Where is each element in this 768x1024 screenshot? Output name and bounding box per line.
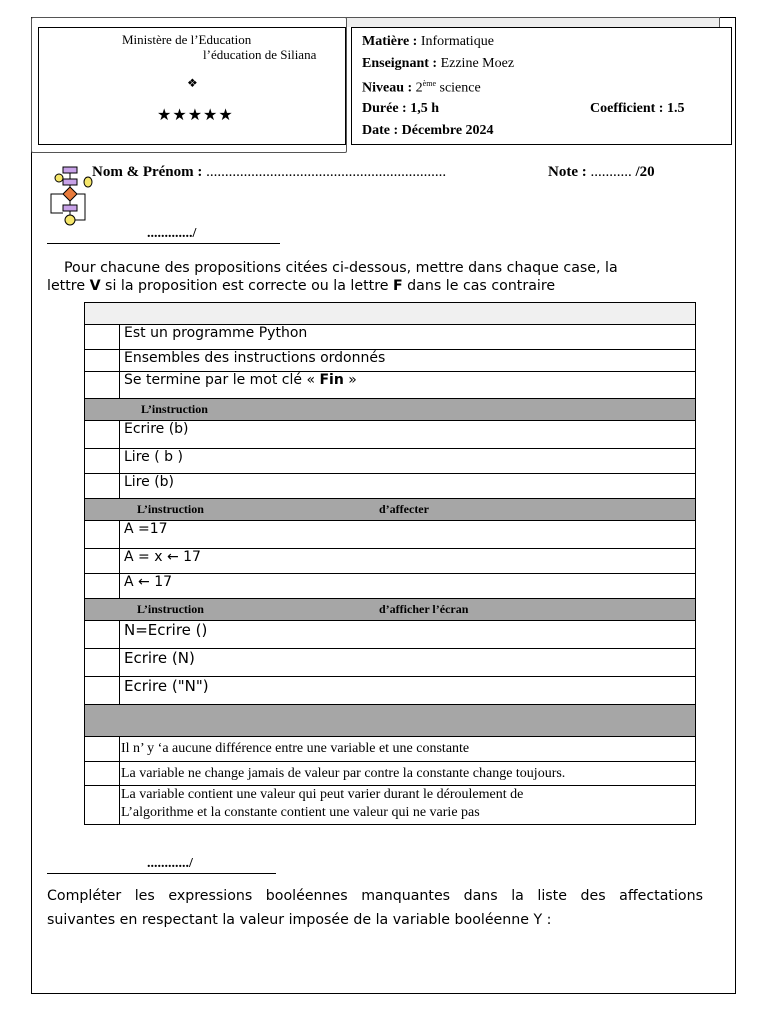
exercise1-instruction-line2 xyxy=(47,277,692,295)
table-row xyxy=(85,649,696,677)
exercise2-instruction-line1: Compléter les expressions booléennes manquantes dans la liste des affectations xyxy=(47,888,703,904)
proposition: N=Ecrire () xyxy=(120,621,696,649)
niveau-rest: science xyxy=(439,80,481,96)
exercise1-instruction-line1: Pour chacune des propositions citées ci-dessous, mettre dans chaque case, la xyxy=(64,260,618,276)
proposition xyxy=(120,786,696,825)
vf-table xyxy=(84,302,696,825)
section4-label-a: L’instruction xyxy=(137,602,204,616)
instr-part3: dans le cas contraire xyxy=(402,278,556,294)
duree-label: Durée : xyxy=(362,101,407,116)
exercise2-instruction xyxy=(47,884,703,932)
section2-label: L’instruction xyxy=(141,402,208,416)
section3-label-b: d’affecter xyxy=(379,502,429,516)
row3-keyword: Fin xyxy=(319,372,344,388)
enseignant-label: Enseignant : xyxy=(362,56,438,71)
row5-3-line1: La variable contient une valeur qui peut varier durant le déroulement de xyxy=(121,787,524,802)
exercise2-heading xyxy=(147,856,193,872)
instr-v: V xyxy=(89,278,101,294)
proposition: Ecrire ("N") xyxy=(120,677,696,705)
row3-part1: Se termine par le mot clé « xyxy=(124,372,320,388)
proposition: A =17 xyxy=(120,521,696,549)
section-header-3 xyxy=(85,499,696,521)
proposition: Lire ( b ) xyxy=(120,449,696,474)
proposition xyxy=(120,372,696,399)
table-row xyxy=(85,372,696,399)
instr-f: F xyxy=(392,278,403,294)
section-header-2 xyxy=(85,399,696,421)
ministry-line2: l’éducation de Siliana xyxy=(203,47,317,62)
ministry-line1: Ministère de l’Education xyxy=(122,32,252,47)
matiere-label: Matière : xyxy=(362,34,418,49)
section4-label-b: d’afficher l’écran xyxy=(379,602,469,616)
student-name-line xyxy=(92,164,446,181)
answer-box[interactable] xyxy=(85,474,120,499)
name-dots: ................................................................ xyxy=(206,164,447,180)
answer-box[interactable] xyxy=(85,649,120,677)
niveau-sup: ème xyxy=(422,79,436,88)
exercise1-instruction xyxy=(47,259,692,295)
exercise2-heading-slash: / xyxy=(189,856,193,871)
table-row xyxy=(85,449,696,474)
row3-part3: » xyxy=(343,372,357,388)
section-header-5 xyxy=(85,705,696,737)
answer-box[interactable] xyxy=(85,350,120,372)
matiere-line xyxy=(362,34,494,50)
answer-box[interactable] xyxy=(85,737,120,762)
answer-box[interactable] xyxy=(85,549,120,574)
flowchart-icon xyxy=(47,165,95,227)
answer-box[interactable] xyxy=(85,677,120,705)
note-total: /20 xyxy=(635,164,655,180)
enseignant-value: Ezzine Moez xyxy=(440,56,515,71)
note-line xyxy=(548,164,655,181)
table-row xyxy=(85,521,696,549)
duree-value: 1,5 h xyxy=(410,101,439,116)
enseignant-line xyxy=(362,56,514,72)
answer-box[interactable] xyxy=(85,521,120,549)
niveau-label: Niveau : xyxy=(362,80,413,96)
table-row xyxy=(85,574,696,599)
row5-3-line2: L’algorithme et la constante contient une valeur qui ne varie pas xyxy=(121,805,480,820)
answer-box[interactable] xyxy=(85,762,120,786)
matiere-value: Informatique xyxy=(420,34,494,49)
exercise1-heading xyxy=(147,226,196,242)
answer-box[interactable] xyxy=(85,372,120,399)
exercise1-heading-dots: ............. xyxy=(147,226,193,241)
exercise2-underline xyxy=(47,873,276,874)
proposition: Lire (b) xyxy=(120,474,696,499)
date-value: Décembre 2024 xyxy=(401,123,494,138)
note-dots: ........... xyxy=(590,164,632,180)
niveau-line xyxy=(362,79,481,97)
proposition: Ecrire (b) xyxy=(120,421,696,449)
section-header-4 xyxy=(85,599,696,621)
date-line xyxy=(362,123,494,139)
exercise2-instruction-line2: suivantes en respectant la valeur imposée de la variable booléenne Y : xyxy=(47,912,552,928)
proposition: A = x ← 17 xyxy=(120,549,696,574)
table-row xyxy=(85,421,696,449)
instr-part1: lettre xyxy=(47,278,90,294)
instr-part2: si la proposition est correcte ou la lettre xyxy=(100,278,393,294)
table-row xyxy=(85,786,696,825)
niveau-num: 2 xyxy=(415,80,423,96)
coef-value: 1.5 xyxy=(666,101,685,116)
coef-label: Coefficient : xyxy=(590,101,664,116)
section3-label-a: L’instruction xyxy=(137,502,204,516)
table-row xyxy=(85,677,696,705)
proposition: Ecrire (N) xyxy=(120,649,696,677)
section-header-1 xyxy=(85,303,696,325)
proposition: A ← 17 xyxy=(120,574,696,599)
exercise2-heading-dots: ............ xyxy=(147,856,189,871)
exercise1-underline xyxy=(47,243,280,244)
note-label: Note : xyxy=(548,164,587,180)
proposition: Est un programme Python xyxy=(120,325,696,350)
coef-line xyxy=(590,101,684,117)
table-row xyxy=(85,474,696,499)
proposition: Il n’ y ‘a aucune différence entre une variable et une constante xyxy=(120,737,696,762)
table-row xyxy=(85,350,696,372)
table-row xyxy=(85,325,696,350)
answer-box[interactable] xyxy=(85,449,120,474)
stars-decoration: ★★★★★ xyxy=(157,107,234,124)
answer-box[interactable] xyxy=(85,421,120,449)
answer-box[interactable] xyxy=(85,621,120,649)
exercise1-heading-slash: / xyxy=(192,226,197,241)
answer-box[interactable] xyxy=(85,325,120,350)
duree-line xyxy=(362,101,439,117)
date-label: Date : xyxy=(362,123,399,138)
table-row xyxy=(85,737,696,762)
name-label: Nom & Prénom : xyxy=(92,164,203,180)
ornament-icon: ❖ xyxy=(187,76,198,90)
answer-box[interactable] xyxy=(85,786,120,825)
table-row xyxy=(85,621,696,649)
table-row xyxy=(85,549,696,574)
answer-box[interactable] xyxy=(85,574,120,599)
proposition: Ensembles des instructions ordonnés xyxy=(120,350,696,372)
proposition: La variable ne change jamais de valeur par contre la constante change toujours. xyxy=(120,762,696,786)
table-row xyxy=(85,762,696,786)
